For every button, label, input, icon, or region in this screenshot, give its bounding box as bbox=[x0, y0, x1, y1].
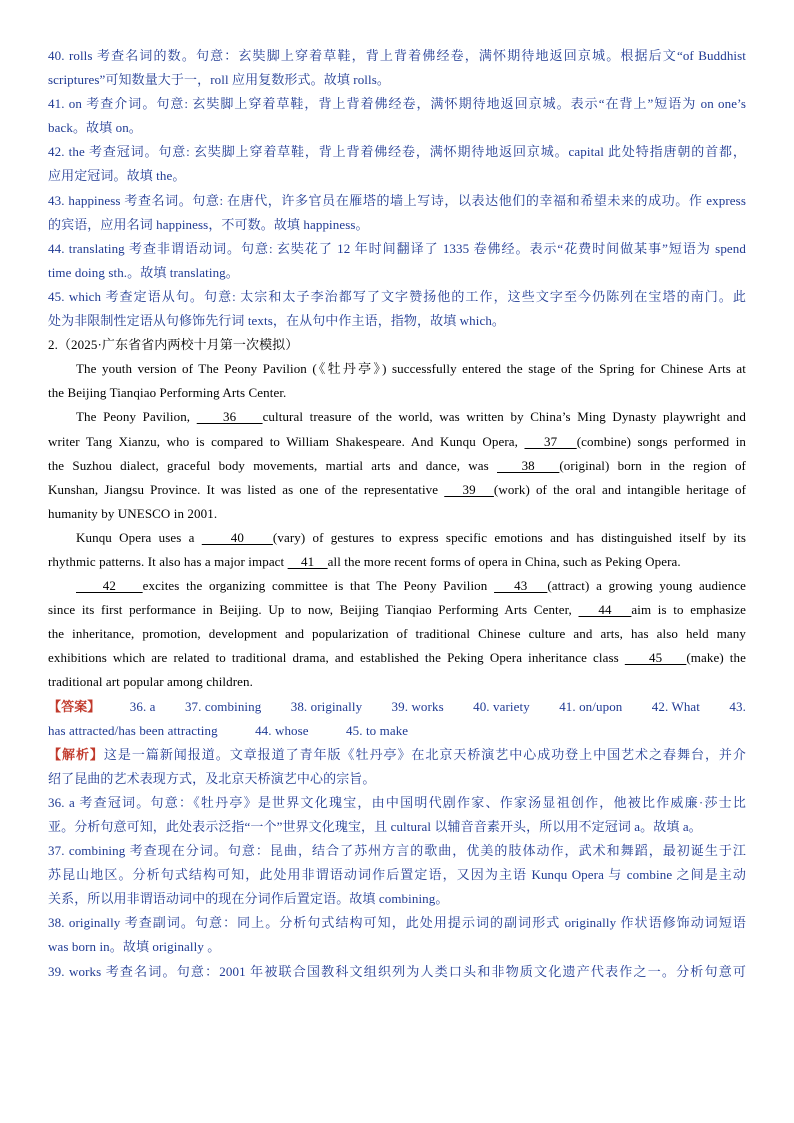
answer-item: 42. What bbox=[651, 698, 700, 714]
text-line: scriptures”可知数量大于一，roll 应用复数形式。故填 rolls。 bbox=[48, 72, 390, 88]
text-line: 2.（2025·广东省省内两校十月第一次模拟） bbox=[48, 337, 299, 353]
analysis-line-first bbox=[48, 743, 746, 767]
answer-item: 40. variety bbox=[473, 698, 530, 714]
text-line: exhibitions which are related to traditional drama, and established the Peking Opera inheritance class 45 (make) the bbox=[48, 650, 746, 666]
analysis-body bbox=[48, 767, 746, 984]
text-line: 42 excites the organizing committee is that The Peony Pavilion 43 (attract) a growing young audience bbox=[76, 578, 747, 594]
text-line: since its first performance in Beijing. Up to now, Beijing Tianqiao Performing Arts Center, 44 aim is to emphasize bbox=[48, 602, 746, 618]
text-line: time doing sth.。故填 translating。 bbox=[48, 264, 239, 280]
text-line: writer Tang Xianzu, who is compared to William Shakespeare. And Kunqu Opera, 37 (combine) songs performed in bbox=[48, 433, 746, 449]
text-line: 的宾语，应用名词 happiness，不可数。故填 happiness。 bbox=[48, 216, 369, 232]
answer-item: 41. on/upon bbox=[559, 698, 623, 714]
text-line: the Beijing Tianqiao Performing Arts Center. bbox=[48, 385, 287, 401]
answer-item: 37. combining bbox=[184, 698, 262, 714]
text-line: 44. translating 考查非谓语动词。句意: 玄奘花了 12 年时间翻译了 1335 卷佛经。表示“花费时间做某事”短语为 spend bbox=[48, 240, 746, 256]
text-line: 41. on 考查介词。句意: 玄奘脚上穿着草鞋，背上背着佛经卷，满怀期待地返回京城。表示“在背上”短语为 on one’s bbox=[48, 96, 746, 112]
answer-item: 43. bbox=[729, 698, 746, 714]
text-line: Kunqu Opera uses a 40 (vary) of gestures to express specific emotions and has distinguished itself by its bbox=[76, 529, 746, 545]
text-line: The Peony Pavilion, 36 cultural treasure of the world, was written by China’s Ming Dynasty playwright and bbox=[76, 409, 746, 425]
text-line: rhythmic patterns. It also has a major impact 41 all the more recent forms of opera in China, such as Peking Opera. bbox=[48, 553, 681, 569]
analysis-line: 36. a 考查冠词。句意：《牡丹亭》是世界文化瑰宝，由中国明代剧作家、作家汤显祖创作，他被比作威廉·莎士比 bbox=[48, 794, 746, 810]
text-line: humanity by UNESCO in 2001. bbox=[48, 505, 218, 521]
answer-item: 45. to make bbox=[346, 722, 409, 738]
text-line: traditional art popular among children. bbox=[48, 674, 253, 690]
text-line: 处为非限制性定语从句修饰先行词 texts，在从句中作主语，指物，故填 which。 bbox=[48, 313, 506, 329]
text-line: 42. the 考查冠词。句意: 玄奘脚上穿着草鞋，背上背着佛经卷，满怀期待地返回京城。capital 此处特指唐朝的首都， bbox=[48, 144, 746, 160]
analysis-line: 37. combining 考查现在分词。句意：昆曲，结合了苏州方言的歌曲，优美的肢体动作，武术和舞蹈，最初诞生于江 bbox=[48, 843, 746, 859]
analysis-label: 【解析】 bbox=[48, 746, 104, 762]
answer-item: 39. works bbox=[391, 698, 444, 714]
document-body bbox=[48, 44, 746, 695]
text-line: 45. which 考查定语从句。句意: 太宗和太子李治都写了文字赞扬他的工作，这些文字至今仍陈列在宝塔的南门。此 bbox=[48, 288, 746, 304]
analysis-line: 关系，所以用非谓语动词中的现在分词作后置定语。故填 combining。 bbox=[48, 891, 449, 907]
answer-line-1 bbox=[48, 695, 746, 719]
text-line: Kunshan, Jiangsu Province. It was listed as one of the representative 39 (work) of the oral and intangible heritage of bbox=[48, 481, 746, 497]
answer-line-2 bbox=[48, 719, 746, 743]
text-line: 应用定冠词。故填 the。 bbox=[48, 168, 186, 184]
text-line: The youth version of The Peony Pavilion (《牡丹亭》) successfully entered the stage of the Spring for Chinese Arts at bbox=[76, 361, 746, 377]
document-page bbox=[48, 44, 746, 984]
answer-item: 36. a bbox=[129, 698, 156, 714]
text-line: 43. happiness 考查名词。句意: 在唐代，许多官员在雁塔的墙上写诗，以表达他们的幸福和希望未来的成功。作 express bbox=[48, 192, 746, 208]
answer-item: 44. whose bbox=[255, 722, 309, 738]
analysis-line: 苏昆山地区。分析句式结构可知，此处用非谓语动词作后置定语，又因为主语 Kunqu Opera 与 combine 之间是主动 bbox=[48, 867, 746, 883]
text-line: the Suzhou dialect, graceful body movements, martial arts and dance, was 38 (original) born in the region of bbox=[48, 457, 746, 473]
answer-label: 【答案】 bbox=[48, 698, 101, 714]
text-line: back。故填 on。 bbox=[48, 120, 142, 136]
analysis-line: 绍了昆曲的艺术表现方式，及北京天桥演艺中心的宗旨。 bbox=[48, 770, 376, 786]
answer-item: 38. originally bbox=[290, 698, 363, 714]
text-line: the inheritance, promotion, development and popularization of traditional Chinese culture and arts, has also held many bbox=[48, 626, 746, 642]
analysis-line: 亚。分析句意可知，此处表示泛指“一个”世界文化瑰宝，且 cultural 以辅音音素开头，所以用不定冠词 a。故填 a。 bbox=[48, 819, 702, 834]
analysis-text: 这是一篇新闻报道。文章报道了青年版《牡丹亭》在北京天桥演艺中心成功登上中国艺术之春舞台，并介 bbox=[103, 746, 746, 762]
text-line: 40. rolls 考查名词的数。句意：玄奘脚上穿着草鞋，背上背着佛经卷，满怀期待地返回京城。根据后文“of Buddhist bbox=[48, 48, 746, 63]
analysis-line: 39. works 考查名词。句意：2001 年被联合国教科文组织列为人类口头和非物质文化遗产代表作之一。分析句意可 bbox=[48, 963, 746, 979]
answer-item: has attracted/has been attracting bbox=[48, 722, 218, 738]
analysis-line: was born in。故填 originally 。 bbox=[48, 939, 221, 955]
analysis-line: 38. originally 考查副词。句意：同上。分析句式结构可知，此处用提示词的副词形式 originally 作状语修饰动词短语 bbox=[48, 915, 746, 931]
